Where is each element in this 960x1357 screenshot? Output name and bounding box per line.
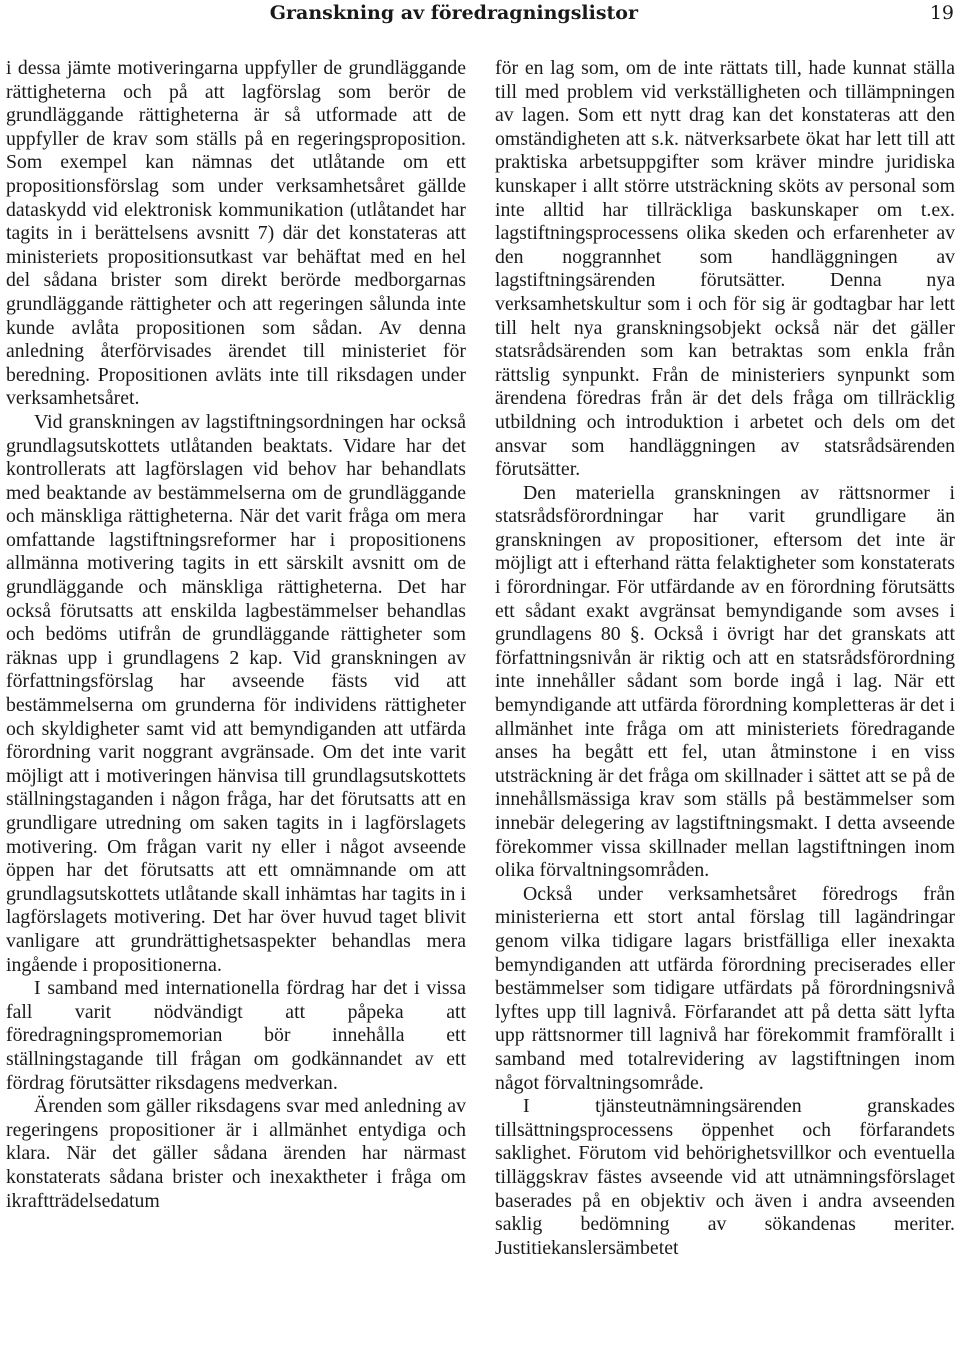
page-number: 19 xyxy=(929,2,954,24)
paragraph: Ärenden som gäller riksdagens svar med anledning av regeringens propositioner är i allmänhet entydiga och klara. När det gäller sådana ärenden har närmast konstaterats sådana brister och inexaktheter i fråga om ikraftträdelsedatum xyxy=(6,1095,466,1212)
running-title: Granskning av föredragningslistor xyxy=(269,2,638,24)
paragraph: Också under verksamhetsåret föredrogs från ministerierna ett stort antal förslag till lagändringar genom vilka tidigare lagars bristfälliga eller inexakta bemyndiganden att utfärda förordning preciserades eller bestämmelser som tidigare utfärdats på förordningsnivå lyftes upp till lagnivå. Förfarandet att på detta sätt lyfta upp rättsnormer till lagnivå har förekommit framförallt i samband med totalrevidering av lagstiftningen inom något förvaltningsområde. xyxy=(495,882,955,1094)
paragraph: Vid granskningen av lagstiftningsordningen har också grundlagsutskottets utlåtanden beaktats. Vidare har det kontrollerats att lagförslagen vid behov har behandlats med beaktande av bestämmelserna om de grundläggande och mänskliga rättigheterna. När det varit fråga om mera omfattande lagstiftningsreformer har i propositionens allmänna motivering tagits in ett särskilt avsnitt om de grundläggande och mänskliga rättigheterna. Det har också förutsatts att enskilda lagbestämmelser behandlas och bedöms utifrån de grundläggande rättigheter som räknas upp i grundlagens 2 kap. Vid granskningen av författningsförslag har avseende fästs vid att bestämmelserna om grunderna för individens rättigheter och skyldigheter samt vid att bemyndiganden att utfärda förordning varit noggrant avgränsade. Om det inte varit möjligt att i motiveringen hänvisa till grundlagsutskottets ställningstaganden i någon fråga, har det förutsatts att en grundligare utredning om saken tagits in i lagförslagets motivering. Om frågan varit ny eller i något avseende öppen har det förutsatts att ett omnämnande om att grundlagsutskottets utlåtande skall inhämtas har tagits in i lagförslagets motivering. Det har över huvud taget blivit vanligare att grundrättighetsaspekter behandlas mera ingående i propositionerna. xyxy=(6,410,466,976)
paragraph: I samband med internationella fördrag har det i vissa fall varit nödvändigt att påpeka att föredragningspromemorian bör innehålla ett ställningstagande till frågan om godkännandet av ett fördrag förutsätter riksdagens medverkan. xyxy=(6,977,466,1094)
paragraph: för en lag som, om de inte rättats till, hade kunnat ställa till med problem vid verkställigheten och tillämpningen av lagen. Som ett nytt drag kan det konstateras att den omständigheten att s.k. nätverksarbete ökat har lett till att praktiska arbetsuppgifter som kräver mindre juridiska kunskaper i allt större utsträckning sköts av personal som inte alltid har tillräckliga baskunskaper om t.ex. lagstiftningsprocessens olika skeden och erfarenheter av den noggrannhet som handläggningen av lagstiftningsärenden förutsätter. Denna nya verksamhetskultur som i och för sig är godtagbar har lett till helt nya granskningsobjekt också när det gäller statsrådsärenden som kan betraktas som enkla från rättslig synpunkt. Från de ministeriers synpunkt som ärendena föredras från är det dels fråga om tillräcklig utbildning och introduktion i arbetet och dels om det ansvar som handläggningen av statsrådsärenden förutsätter. xyxy=(495,57,955,481)
running-header xyxy=(0,0,960,34)
paragraph: i dessa jämte motiveringarna uppfyller de grundläggande rättigheterna och på att lagförslag som berör de grundläggande rättigheterna är så utformade att de uppfyller de krav som ställs på en regeringsproposition. Som exempel kan nämnas det utlåtande om ett propositionsförslag som under verksamhetsåret gällde dataskydd vid elektronisk kommunikation (utlåtandet har tagits in i berättelsens avsnitt 7) där det konstateras att ministeriets propositionsutkast var behäftat med en hel del sådana brister som direkt berörde medborgarnas grundläggande rättigheter och att regeringen sålunda inte kunde avlåta propositionen som sådan. Av denna anledning återförvisades ärendet till ministeriet för beredning. Propositionen avläts inte till riksdagen under verksamhetsåret. xyxy=(6,57,466,410)
paragraph: I tjänsteutnämningsärenden granskades tillsättningsprocessens öppenhet och förfarandets saklighet. Förutom vid behörighetsvillkor och eventuella tilläggskrav fästes avseende vid att utnämningsförslaget baserades på en objektiv och även i andra avseenden saklig bedömning av sökandenas meriter. Justitiekanslersämbetet xyxy=(495,1095,955,1259)
paragraph: Den materiella granskningen av rättsnormer i statsrådsförordningar har varit grundligare än granskningen av propositioner, eftersom det inte är möjligt att i efterhand rätta felaktigheter som konstaterats i förordningar. För utfärdande av en förordning förutsätts ett sådant exakt avgränsat bemyndigande som avses i grundlagens 80 §. Också i övrigt har det granskats att författningsnivån är riktig och att en statsrådsförordning inte innehåller sådant som borde ingå i lag. När ett bemyndigande att utfärda förordning kompletteras är det i allmänhet inte fråga om att ministeriets föredragande anses ha begått ett fel, utan åtminstone i en viss utsträckning är det fråga om skillnader i sättet att se på de innehållsmässiga krav som ställs på bestämmelser som innebär delegering av lagstiftningsmakt. I detta avseende förekommer vissa skillnader mellan lagstiftningen inom olika förvaltningsområden. xyxy=(495,481,955,882)
right-column xyxy=(495,57,955,1355)
left-column xyxy=(6,57,466,1355)
